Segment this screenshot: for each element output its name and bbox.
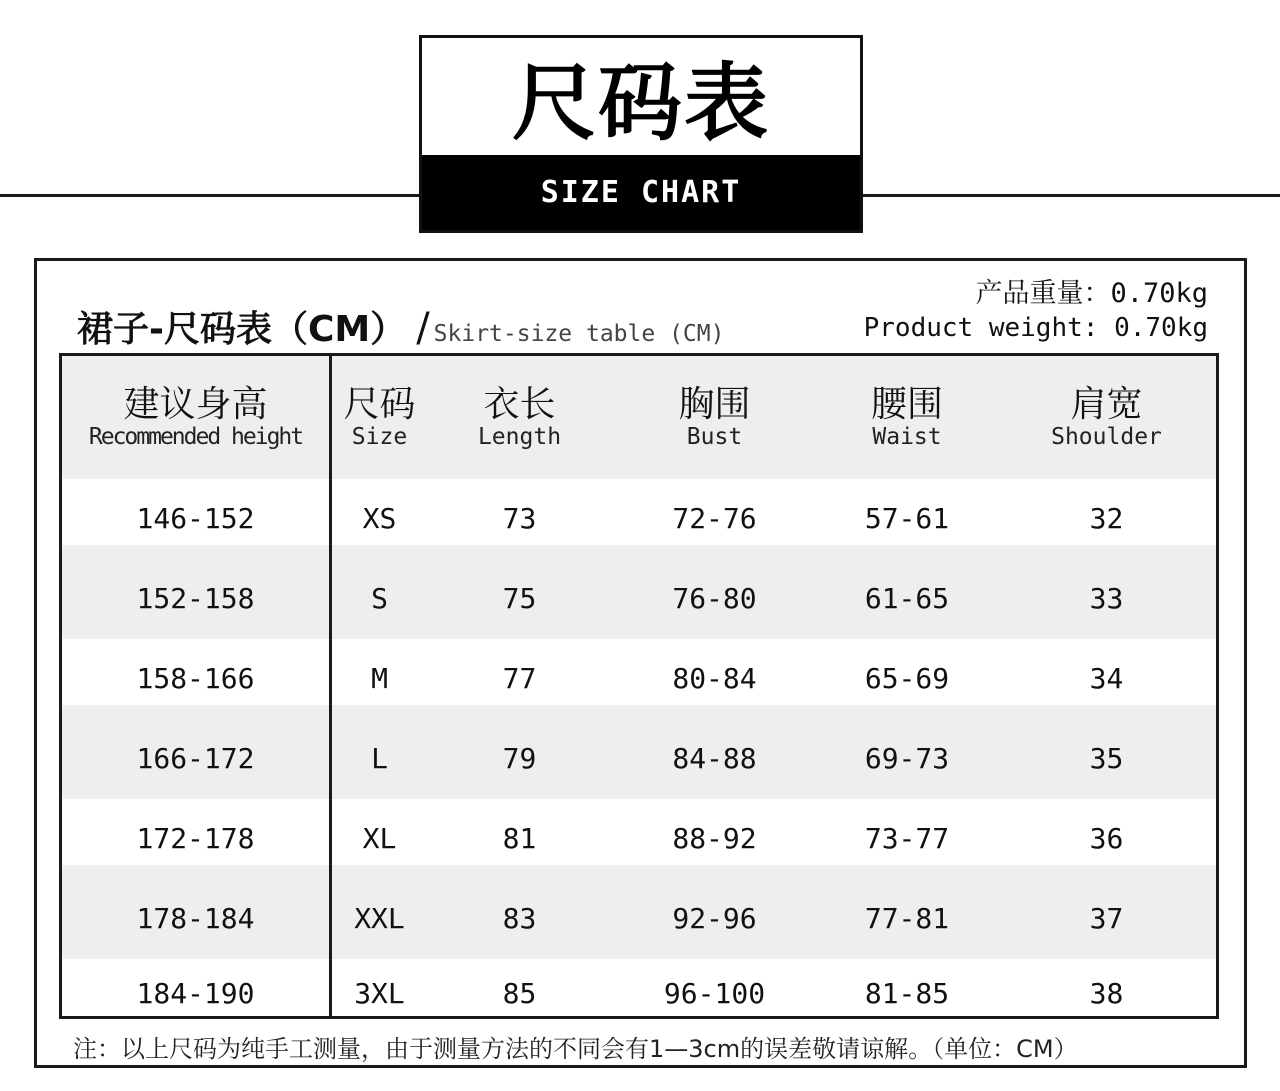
cell-bust: 88-92 [672,821,757,855]
cell-shoulder: 38 [1089,977,1124,1010]
cell-size: XL [362,821,397,855]
cell-shoulder: 37 [1089,901,1124,935]
cell-shoulder: 32 [1089,501,1124,535]
header-label-cn: 腰围 [870,383,943,425]
header-shoulder [997,356,1216,479]
cell-size: XS [362,501,397,535]
table-heading-chinese: 裙子-尺码表（CM） [77,309,407,350]
cell-bust: 76-80 [672,581,757,615]
cell-bust: 92-96 [672,901,757,935]
cell-height: 166-172 [62,705,332,799]
table-row [62,545,1216,639]
weight-value-chinese: 0.70kg [1110,278,1208,309]
size-table [59,353,1219,1019]
table-row [62,865,1216,959]
cell-length: 77 [502,661,537,695]
cell-length: 85 [502,977,537,1010]
cell-bust: 84-88 [672,741,757,775]
cell-size: XXL [354,901,405,935]
cell-shoulder: 34 [1089,661,1124,695]
cell-size: 3XL [354,977,405,1010]
header-label-cn: 衣长 [483,383,556,425]
header-label-en: Waist [872,423,942,450]
header-label-cn: 尺码 [343,383,416,425]
product-weight-chinese [975,271,1208,310]
cell-length: 75 [502,581,537,615]
cell-height: 152-158 [62,545,332,639]
table-header-row [62,356,1216,479]
measurement-note: 注：以上尺码为纯手工测量，由于测量方法的不同会有1—3cm的误差敬请谅解。（单位：CM） [73,1035,1078,1063]
table-row [62,639,1216,705]
header-label-cn: 建议身高 [123,383,268,425]
cell-length: 83 [502,901,537,935]
header-label-cn: 肩宽 [1070,383,1143,425]
cell-waist: 69-73 [864,741,950,775]
header-length [427,356,612,479]
header-label-en: Length [477,423,562,450]
cell-waist: 77-81 [864,901,950,935]
header-label-en: Shoulder [1051,423,1162,450]
header-label-en: Recommended height [88,423,303,450]
cell-length: 81 [502,821,537,855]
cell-length: 79 [502,741,537,775]
cell-size: L [371,741,388,775]
header-rule-right [860,194,1280,197]
cell-shoulder: 35 [1089,741,1124,775]
cell-length: 73 [502,501,537,535]
cell-bust: 96-100 [663,977,766,1010]
header-size [332,356,427,479]
cell-bust: 80-84 [672,661,757,695]
product-weight-english [864,313,1208,343]
cell-waist: 57-61 [864,501,950,535]
cell-height: 178-184 [62,865,332,959]
table-row [62,705,1216,799]
table-row [62,959,1216,1016]
cell-waist: 73-77 [864,821,950,855]
cell-size: M [371,661,388,695]
table-heading-slash: / [416,305,430,351]
header-waist [817,356,997,479]
cell-height: 146-152 [62,479,332,545]
cell-height: 172-178 [62,799,332,865]
header-label-en: Size [351,423,408,450]
title-chinese: 尺码表 [511,54,770,152]
header-recommended-height [62,356,332,479]
table-row [62,479,1216,545]
cell-size: S [371,581,388,615]
header-label-en: Bust [686,423,743,450]
cell-height: 158-166 [62,639,332,705]
header-rule-left [0,194,420,197]
title-english: SIZE CHART [422,155,860,230]
header-label-cn: 胸围 [678,383,751,425]
cell-bust: 72-76 [672,501,757,535]
table-row [62,799,1216,865]
cell-waist: 61-65 [864,581,950,615]
title-box [419,35,863,233]
table-heading-english: Skirt-size table (CM) [433,321,725,347]
table-heading [77,301,724,352]
cell-shoulder: 33 [1089,581,1124,615]
size-chart-panel [34,258,1247,1068]
cell-waist: 81-85 [864,977,950,1010]
weight-label-chinese: 产品重量： [975,278,1111,309]
header-bust [612,356,817,479]
cell-height: 184-190 [62,959,332,1016]
cell-waist: 65-69 [864,661,950,695]
weight-label-english: Product weight: [863,313,1099,343]
weight-value-english: 0.70kg [1114,313,1208,343]
cell-shoulder: 36 [1089,821,1124,855]
